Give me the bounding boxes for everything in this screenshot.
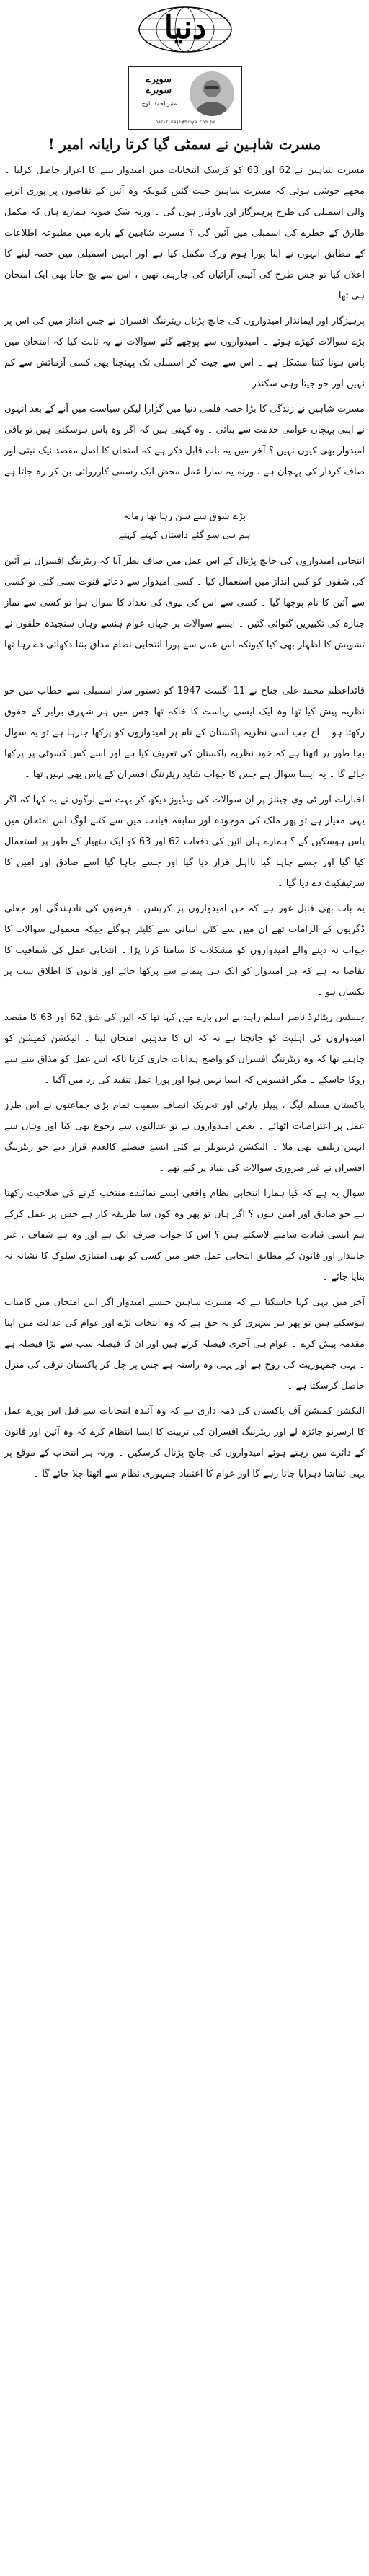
article-body xyxy=(4,160,365,2568)
article-paragraph: جسٹس ریٹائرڈ ناصر اسلم زاہد نے اس بارے میں کہا تھا کہ آئین کی شق 62 اور 63 کا مقصد امیدواروں کی اہلیت کو جانچنا ہے نہ کہ ان کا مذہبی امتحان لینا ۔ الیکشن کمیشن کو چاہیے تھا کہ وہ ریٹرننگ افسران کو واضح ہدایات جاری کرتا تاکہ اس عمل کو مذاق بننے سے روکا جاسکے ۔ مگر افسوس کہ ایسا نہیں ہوا اور پورا عمل تنقید کی زد میں آگیا ۔ xyxy=(4,1012,365,1086)
article-paragraph: پرہیزگار اور ایماندار امیدواروں کی جانچ پڑتال ریٹرننگ افسران نے جس انداز میں کی اس پر بڑے سوالات کھڑے ہوئے ۔ امیدواروں سے پوچھے گئے سوالات نے یہ ثابت کیا کہ امتحان میں پاس ہونا کتنا مشکل ہے ۔ اس سے جیت کر اسمبلی تک پہنچنا بھی کسی آزمائش سے کم نہیں اور جو جیتا وہی سکندر ۔ xyxy=(4,316,365,389)
article-paragraph: الیکشن کمیشن آف پاکستان کی ذمہ داری ہے کہ وہ آئندہ انتخابات سے قبل اس پورے عمل کا ازسرنو جائزہ لے اور ریٹرننگ افسران کی تربیت کا ایسا انتظام کرے کہ وہ آئین اور قانون کے دائرے میں رہتے ہوئے امیدواروں کی جانچ پڑتال کرسکیں ۔ ورنہ ہر انتخاب کے موقع پر یہی تماشا دہرایا جاتا رہے گا اور عوام کا اعتماد جمہوری نظام سے اٹھتا چلا جائے گا ۔ xyxy=(4,1406,365,1479)
article-paragraph: انتخابی امیدواروں کی جانچ پڑتال کے اس عمل میں صاف نظر آیا کہ ریٹرننگ افسران نے آئین کی شقوں کو کس انداز میں استعمال کیا ۔ کسی امیدوار سے دعائے قنوت سنی گئی تو کسی سے آئین کا نام پوچھا گیا ۔ کسی سے اس کی بیوی کی تعداد کا سوال ہوا تو کسی سے نماز جنازہ کی تکبیریں گنوائی گئیں ۔ ایسے سوالات پر جہاں عوام ہنسے وہاں سنجیدہ حلقوں نے تشویش کا اظہار بھی کیا کیونکہ اس عمل سے پورا انتخابی نظام مذاق بنتا دکھائی دے رہا تھا ۔ xyxy=(4,556,365,671)
article-paragraph: پاکستان مسلم لیگ ، پیپلز پارٹی اور تحریک انصاف سمیت تمام بڑی جماعتوں نے اس طرز عمل پر اعتراضات اٹھائے ۔ بعض امیدواروں نے تو عدالتوں سے رجوع بھی کیا اور وہاں سے انہیں ریلیف بھی ملا ۔ الیکشن ٹربیونلز نے کئی ایسے فیصلے کالعدم قرار دیے جو ریٹرننگ افسران نے غیر ضروری سوالات کی بنیاد پر کیے تھے ۔ xyxy=(4,1100,365,1174)
article-paragraph: یہ بات بھی قابل غور ہے کہ جن امیدواروں پر کرپشن ، قرضوں کی نادہندگی اور جعلی ڈگریوں کے الزامات تھے ان میں سے کئی آسانی سے کلیئر ہوگئے جبکہ معمولی سوالات کا جواب نہ دینے والے امیدواروں کو مشکلات کا سامنا کرنا پڑا ۔ انتخابی عمل کی شفافیت کا تقاضا یہ ہے کہ ہر امیدوار کو ایک ہی پیمانے سے پرکھا جائے اور قانون کا اطلاق سب پر یکساں ہو ۔ xyxy=(4,903,365,998)
article-paragraph: اخبارات اور ٹی وی چینلز پر ان سوالات کی ویڈیوز دیکھ کر بہت سے لوگوں نے یہ کہا کہ اگر یہی معیار ہے تو پھر ملک کی موجودہ اور سابقہ قیادت میں سے کتنے لوگ اس امتحان میں پاس ہوسکیں گے ؟ ہمارے ہاں آئین کی دفعات 62 اور 63 کو ایک ہتھیار کے طور پر استعمال کیا گیا اور جسے چاہا گیا نااہل قرار دیا گیا اور جسے چاہا گیا اسے صادق اور امین کا سرٹیفکیٹ دے دیا گیا ۔ xyxy=(4,795,365,889)
column-header xyxy=(128,66,242,130)
article-paragraph: سوال یہ ہے کہ کیا ہمارا انتخابی نظام واقعی ایسے نمائندے منتخب کرنے کی صلاحیت رکھتا ہے جو صادق اور امین ہوں ؟ اگر ہاں تو پھر وہ کون سا طریقہ کار ہے جس پر عمل کرکے ہم ایسی قیادت سامنے لاسکتے ہیں ؟ اس کا جواب صرف ایک ہے اور وہ ہے شفاف ، غیر جانبدار اور قانون کے مطابق انتخابی عمل جس میں کسی کو بھی امتیازی سلوک کا نشانہ نہ بنایا جائے ۔ xyxy=(4,1188,365,1283)
author-silhouette-icon xyxy=(190,71,234,116)
article-paragraph: مسرت شاہین نے 62 اور 63 کو کرسک انتخابات میں امیدوار بننے کا اعزاز حاصل کرلیا ۔ مجھے خوشی ہوئی کہ مسرت شاہین جیت گئیں کیونکہ وہ آئین کے تقاضوں پر پوری اترنے والی اسمبلی کی طرح پرہیزگار اور باوقار ہوں گی ۔ ورنہ شک صوبہ ہمارے ہاں کہ مکمل طارق کے خطرے کی اسمبلی میں آئیں گی ؟ مسرت شاہین کے بارے میں مطبوعہ اطلاعات کے مطابق انہوں نے اپنا پورا ہوم ورک مکمل کیا ہے اور انہیں اسمبلی میں حصہ لینے کا اعلان کیا تو جس طرح کی آئینی آرائیاں کی جارہی تھیں ، اس سے بچ جانا بھی ایک امتحان ہی تھا ۔ xyxy=(4,165,365,301)
verse-line-1: بڑے شوق سے سن رہا تھا زمانہ xyxy=(123,511,246,522)
column-title-line2: سویرے xyxy=(145,85,172,96)
newspaper-logo xyxy=(135,4,236,55)
logo-wordmark: دنیا xyxy=(164,9,207,46)
author-name: منیر احمد بلوچ xyxy=(141,100,177,107)
article-paragraph: قائداعظم محمد علی جناح نے 11 اگست 1947 کو دستور ساز اسمبلی سے خطاب میں جو نظریہ پیش کیا تھا وہ ایک ایسی ریاست کا خاکہ تھا جس میں ہر شہری برابر کے حقوق رکھتا ہو ۔ آج جب اسی نظریہ پاکستان کے نام پر امیدواروں کو پرکھا جارہا ہے تو یہ سوال بجا طور پر اٹھتا ہے کہ خود نظریہ پاکستان کی تعریف کیا ہے اور اسے کس کسوٹی پر پرکھا جائے گا ۔ یہ ایسا سوال ہے جس کا جواب شاید ریٹرننگ افسران کے پاس بھی نہیں تھا ۔ xyxy=(4,686,365,780)
masthead xyxy=(0,0,369,62)
column-title xyxy=(133,74,184,96)
article-headline: مسرت شاہین نے سمٹی گیا کرتا رایانہ امیر ! xyxy=(48,136,321,153)
article-paragraph: آخر میں یہی کہا جاسکتا ہے کہ مسرت شاہین جیسے امیدوار اگر اس امتحان میں کامیاب ہوسکتے ہیں تو پھر ہر شہری کو یہ حق ہے کہ وہ انتخاب لڑے اور عوام کی عدالت میں اپنا مقدمہ پیش کرے ۔ عوام ہی آخری فیصلہ کرتے ہیں اور ان کا فیصلہ سب سے بڑا فیصلہ ہے ۔ یہی جمہوریت کی روح ہے اور یہی وہ راستہ ہے جس پر چل کر پاکستان ترقی کی منزل حاصل کرسکتا ہے ۔ xyxy=(4,1297,365,1391)
article-paragraph: مسرت شاہین نے زندگی کا بڑا حصہ فلمی دنیا میں گزارا لیکن سیاست میں آنے کے بعد انہوں نے اپنی پہچان عوامی خدمت سے بنائی ۔ وہ کہتی ہیں کہ اگر وہ پاس ہوسکتی ہیں تو باقی امیدوار بھی کیوں نہیں ؟ آخر میں یہ بات قابل ذکر ہے کہ امتحان کا اصل مقصد نیک نیتی اور صاف کردار کی پہچان ہے ، ورنہ یہ سارا عمل محض ایک رسمی کارروائی بن کر رہ جاتا ہے ۔ xyxy=(4,404,365,498)
verse-couplet xyxy=(4,508,365,545)
verse-line-2: ہم ہی سو گئے داستاں کہتے کہتے xyxy=(118,530,251,541)
author-photo-icon xyxy=(190,71,234,116)
column-title-line1: سویرے xyxy=(145,74,172,85)
author-email[interactable]: nazir.naji@dunya.com.pk xyxy=(155,120,215,125)
